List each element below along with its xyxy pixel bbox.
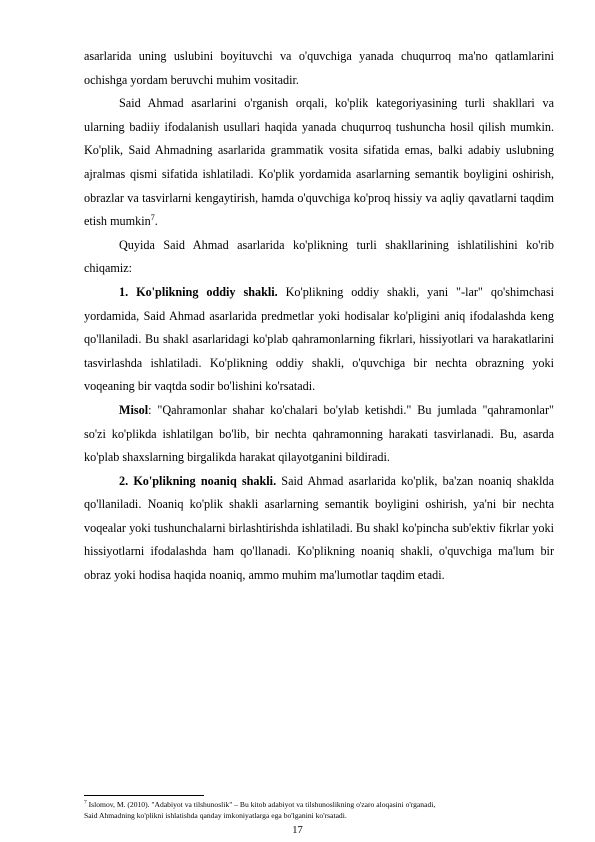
footnote <box>84 799 564 821</box>
paragraph-text: Ko'plikning oddiy shakli, yani "-lar" qo'shimchasi yordamida, Said Ahmad asarlarida predmetlar yoki hodisalar ko'pligini aniq ifodalashda keng qo'llaniladi. Bu shakl asarlaridagi ko'plab qahramonlarning fikrlari, hissiyotlari va harakatlarini tasvirlashda ishlatiladi. Ko'plikning oddiy shakli, o'quvchiga bir nechta obrazning yoki voqeaning bir vaqtda sodir bo'lishini ko'rsatadi. <box>84 284 554 394</box>
body-text <box>84 45 554 588</box>
paragraph-intro-forms: Quyida Said Ahmad asarlarida ko'plikning turli shakllarining ishlatilishini ko'rib chiqamiz: <box>84 237 554 276</box>
paragraph-end: . <box>154 214 158 229</box>
footnote-text: Islomov, M. (2010). "Adabiyot va tilshunoslik" – Bu kitob adabiyot va tilshunoslikning o'zaro aloqasini o'rganadi, <box>86 800 436 809</box>
paragraph-indefinite-plural <box>84 470 554 588</box>
paragraph-text: Said Ahmad asarlarini o'rganish orqali, ko'plik kategoriyasining turli shakllari va ularning badiiy ifodalanish usullari haqida yanada chuqurroq tushuncha hosil qilish mumkin. Ko'plik, Said Ahmadning asarlarida grammatik vosita sifatida emas, balki adabiy uslubning ajralmas qismi sifatida ishlatiladi. Ko'plik yordamida asarlarning semantik boyligini oshirish, obrazlar va tasvirlarni kengaytirish, hamda o'quvchiga ko'proq hissiy va aqliy qavatlarni taqdim etish mumkin <box>84 96 554 229</box>
paragraph-example <box>84 399 554 470</box>
example-label: Misol <box>119 402 149 417</box>
footnote-divider <box>84 795 204 796</box>
section-heading-simple-plural: 1. Ko'plikning oddiy shakli. <box>119 284 278 299</box>
paragraph-text: : "Qahramonlar shahar ko'chalari bo'ylab ketishdi." Bu jumlada "qahramonlar" so'zi ko'plikda ishlatilgan bo'lib, bir nechta qahramonning harakati tasvirlanadi. Bu, asarda ko'plab shaxslarning birgalikda harakat qilayotganini bildiradi. <box>84 402 554 465</box>
footnote-line-1 <box>84 799 564 810</box>
paragraph-text: Said Ahmad asarlarida ko'plik, ba'zan noaniq shaklda qo'llaniladi. Noaniq ko'plik shakli asarlarning semantik boyligini oshirish, ya'ni bir nechta voqealar yoki tushunchalarni birlashtirishda ishlatiladi. Bu shakl ko'pincha sub'ektiv fikrlar yoki hissiyotlarni ifodalashda ham qo'llanadi. Ko'plikning noaniq shakli, o'quvchiga ma'lum bir obraz yoki hodisa haqida noaniq, ammo muhim ma'lumotlar taqdim etadi. <box>84 473 554 583</box>
paragraph-continuation: asarlarida uning uslubini boyituvchi va o'quvchiga yanada chuqurroq ma'no qatlamlarini ochishga yordam beruvchi muhim vositadir. <box>84 49 554 87</box>
paragraph-said-ahmad-study <box>84 92 554 234</box>
page-number: 17 <box>292 825 303 836</box>
footnote-number: 7 <box>84 799 87 806</box>
paragraph-simple-plural <box>84 281 554 399</box>
footnote-reference[interactable]: 7 <box>150 213 155 223</box>
footnote-line-2: Said Ahmadning ko'plikni ishlatishda qanday imkoniyatlarga ega bo'lganini ko'rsatadi. <box>84 811 347 820</box>
section-heading-indefinite-plural: 2. Ko'plikning noaniq shakli. <box>119 473 277 488</box>
